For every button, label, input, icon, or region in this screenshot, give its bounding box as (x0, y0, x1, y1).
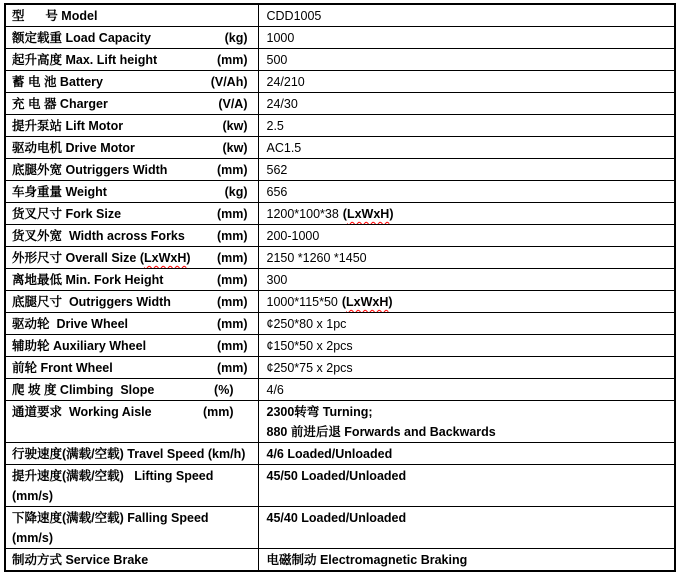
spec-value-cell (258, 115, 675, 137)
spec-value-cell (258, 247, 675, 269)
spec-unit: (kg) (224, 185, 248, 199)
spec-label-cell (5, 507, 258, 549)
table-row (5, 4, 675, 27)
value-line (267, 116, 669, 136)
table-row (5, 269, 675, 291)
spec-value: 2.5 (266, 119, 284, 133)
spec-value-cell (258, 4, 675, 27)
spec-value: 1200*100*38 (266, 207, 339, 221)
label-line (12, 204, 248, 224)
label-line (12, 226, 248, 246)
value-line (267, 270, 669, 290)
spec-label: 底腿外宽 Outriggers Width (12, 163, 168, 177)
spec-document (4, 3, 676, 572)
value-line (267, 50, 669, 70)
spec-value: 562 (266, 163, 288, 177)
value-line (267, 380, 669, 400)
spec-label-cell (5, 313, 258, 335)
spec-label: 驱动轮 Drive Wheel (12, 317, 128, 331)
table-row (5, 203, 675, 225)
spec-value-cell (258, 137, 675, 159)
table-row (5, 247, 675, 269)
spec-value-cell (258, 379, 675, 401)
spec-value: CDD1005 (266, 9, 322, 23)
spec-value-suffix: (LxWxH) (342, 207, 394, 221)
label-line (12, 444, 248, 464)
spec-value: ¢150*50 x 2pcs (266, 339, 353, 353)
spec-label-cell (5, 443, 258, 465)
spec-value-cell (258, 507, 675, 549)
label-line (12, 50, 248, 70)
spec-value: 2300转弯 Turning; (266, 405, 373, 419)
spec-label-cell (5, 115, 258, 137)
label-line (12, 116, 248, 136)
spec-label: 爬 坡 度 Climbing Slope (12, 383, 155, 397)
spec-label: 制动方式 Service Brake (12, 553, 149, 567)
spec-label-cell (5, 401, 258, 443)
spec-label: 起升高度 Max. Lift height (12, 53, 158, 67)
label-line (12, 314, 248, 334)
spec-value: AC1.5 (266, 141, 302, 155)
label-line (12, 72, 248, 92)
spec-unit: (kw) (222, 119, 248, 133)
label-line (12, 466, 248, 486)
spec-label: 充 电 器 Charger (12, 97, 108, 111)
label-line (12, 550, 248, 570)
spec-unit: (mm) (216, 339, 248, 353)
value-line (267, 28, 669, 48)
table-row (5, 443, 675, 465)
table-row (5, 465, 675, 507)
spec-value: ¢250*75 x 2pcs (266, 361, 353, 375)
spec-value-cell (258, 203, 675, 225)
spec-label-cell (5, 225, 258, 247)
spec-label: 外形尺寸 Overall Size (LxWxH) (12, 251, 191, 265)
spec-unit: (mm) (202, 405, 234, 419)
spec-unit: (mm) (216, 53, 248, 67)
table-row (5, 379, 675, 401)
value-line (267, 402, 669, 422)
value-line (267, 444, 669, 464)
spec-value: 2150 *1260 *1450 (266, 251, 367, 265)
spec-value: 24/210 (266, 75, 305, 89)
spec-unit: (%) (214, 383, 234, 397)
spec-label: 蓄 电 池 Battery (12, 75, 103, 89)
spec-label-line2: (mm/s) (12, 531, 53, 545)
table-row (5, 159, 675, 181)
spec-label: 货叉尺寸 Fork Size (12, 207, 122, 221)
spec-value: 500 (266, 53, 288, 67)
spec-value: 4/6 (266, 383, 284, 397)
label-line (12, 160, 248, 180)
spec-label-cell (5, 203, 258, 225)
value-line (267, 94, 669, 114)
table-row (5, 335, 675, 357)
spec-label-cell (5, 247, 258, 269)
label-line (12, 336, 248, 356)
value-line (267, 358, 669, 378)
spec-unit: (V/A) (218, 97, 248, 111)
spec-label-cell (5, 269, 258, 291)
spec-label-cell (5, 49, 258, 71)
label-line (12, 248, 248, 268)
value-line (267, 248, 669, 268)
table-row (5, 401, 675, 443)
table-row (5, 225, 675, 247)
spec-value: 电磁制动 Electromagnetic Braking (266, 553, 468, 567)
spec-value-cell (258, 291, 675, 313)
spec-value-line2: 880 前进后退 Forwards and Backwards (266, 425, 496, 439)
spec-label: 货叉外宽 Width across Forks (12, 229, 185, 243)
spec-label: 辅助轮 Auxiliary Wheel (12, 339, 147, 353)
spec-label: 底腿尺寸 Outriggers Width (12, 295, 171, 309)
spec-label: 通道要求 Working Aisle (12, 405, 152, 419)
spec-value: 24/30 (266, 97, 298, 111)
spec-value-cell (258, 443, 675, 465)
spec-label-cell (5, 27, 258, 49)
spec-label-cell (5, 4, 258, 27)
spec-value-cell (258, 71, 675, 93)
spellcheck-squiggle: LxWxH (346, 207, 390, 221)
spec-label: 车身重量 Weight (12, 185, 107, 199)
spec-value-cell (258, 465, 675, 507)
label-line (12, 28, 248, 48)
table-row (5, 137, 675, 159)
spec-label-cell (5, 549, 258, 572)
value-line (267, 138, 669, 158)
spec-label-cell (5, 335, 258, 357)
label-line (12, 270, 248, 290)
table-row (5, 357, 675, 379)
spec-unit: (V/Ah) (210, 75, 248, 89)
spellcheck-squiggle: LxWxH (143, 251, 187, 265)
spec-label-cell (5, 465, 258, 507)
spec-label-cell (5, 159, 258, 181)
spec-value-cell (258, 401, 675, 443)
label-line (12, 380, 248, 400)
table-row (5, 27, 675, 49)
spec-value-cell (258, 225, 675, 247)
spec-value-cell (258, 335, 675, 357)
spec-label-cell (5, 137, 258, 159)
spec-label: 前轮 Front Wheel (12, 361, 113, 375)
value-line (267, 204, 669, 224)
value-line (267, 182, 669, 202)
spec-unit: (mm) (216, 251, 248, 265)
spec-value-cell (258, 269, 675, 291)
value-line (267, 314, 669, 334)
value-line (267, 160, 669, 180)
spec-label: 额定载重 Load Capacity (12, 31, 151, 45)
table-row (5, 507, 675, 549)
spec-value: 1000*115*50 (266, 295, 338, 309)
spec-value: 4/6 Loaded/Unloaded (266, 447, 393, 461)
spec-value-cell (258, 93, 675, 115)
spec-unit: (mm) (216, 163, 248, 177)
label-line (12, 182, 248, 202)
table-row (5, 291, 675, 313)
spec-label: 下降速度(满载/空载) Falling Speed (12, 511, 209, 525)
label-line (12, 138, 248, 158)
spec-unit: (mm) (216, 317, 248, 331)
value-line (267, 292, 669, 312)
spec-value-cell (258, 49, 675, 71)
spec-unit: (mm) (216, 207, 248, 221)
value-line (267, 508, 669, 528)
value-line (267, 466, 669, 486)
spec-value: 656 (266, 185, 288, 199)
spec-unit: (mm) (216, 361, 248, 375)
spec-value: 300 (266, 273, 288, 287)
value-line (267, 226, 669, 246)
spec-value: 1000 (266, 31, 295, 45)
spec-label-cell (5, 357, 258, 379)
spec-value-suffix: (LxWxH) (341, 295, 393, 309)
table-row (5, 549, 675, 572)
spec-value-cell (258, 549, 675, 572)
label-line (12, 292, 248, 312)
spec-value-cell (258, 27, 675, 49)
spec-value-cell (258, 357, 675, 379)
spec-label: 型 号 Model (12, 9, 98, 23)
spec-unit: (mm) (216, 295, 248, 309)
label-line (12, 6, 248, 26)
spec-label: 行驶速度(满载/空载) Travel Speed (km/h) (12, 447, 246, 461)
spec-label-cell (5, 93, 258, 115)
table-row (5, 93, 675, 115)
table-row (5, 115, 675, 137)
label-line (12, 94, 248, 114)
spec-value-cell (258, 159, 675, 181)
label-line (12, 402, 248, 422)
label-line (12, 358, 248, 378)
value-line (267, 336, 669, 356)
spec-label-cell (5, 379, 258, 401)
value-line (267, 72, 669, 92)
spec-table (4, 3, 676, 572)
spec-label-line2: (mm/s) (12, 489, 53, 503)
table-row (5, 49, 675, 71)
spec-value: ¢250*80 x 1pc (266, 317, 347, 331)
spec-unit: (mm) (216, 273, 248, 287)
spec-label-cell (5, 71, 258, 93)
spec-label-cell (5, 181, 258, 203)
spec-value-cell (258, 181, 675, 203)
table-row (5, 313, 675, 335)
spec-label: 提升速度(满载/空载) Lifting Speed (12, 469, 214, 483)
spec-table-body (5, 4, 675, 571)
value-line (267, 6, 669, 26)
spec-label: 驱动电机 Drive Motor (12, 141, 135, 155)
spec-value: 45/50 Loaded/Unloaded (266, 469, 407, 483)
spellcheck-squiggle: LxWxH (346, 295, 389, 309)
spec-value: 200-1000 (266, 229, 320, 243)
value-line (267, 550, 669, 570)
table-row (5, 71, 675, 93)
spec-unit: (mm) (216, 229, 248, 243)
table-row (5, 181, 675, 203)
label-line (12, 508, 248, 528)
spec-unit: (kg) (224, 31, 248, 45)
spec-value-cell (258, 313, 675, 335)
spec-label: 离地最低 Min. Fork Height (12, 273, 164, 287)
spec-value: 45/40 Loaded/Unloaded (266, 511, 407, 525)
spec-label: 提升泵站 Lift Motor (12, 119, 124, 133)
spec-unit: (kw) (222, 141, 248, 155)
spec-label-cell (5, 291, 258, 313)
